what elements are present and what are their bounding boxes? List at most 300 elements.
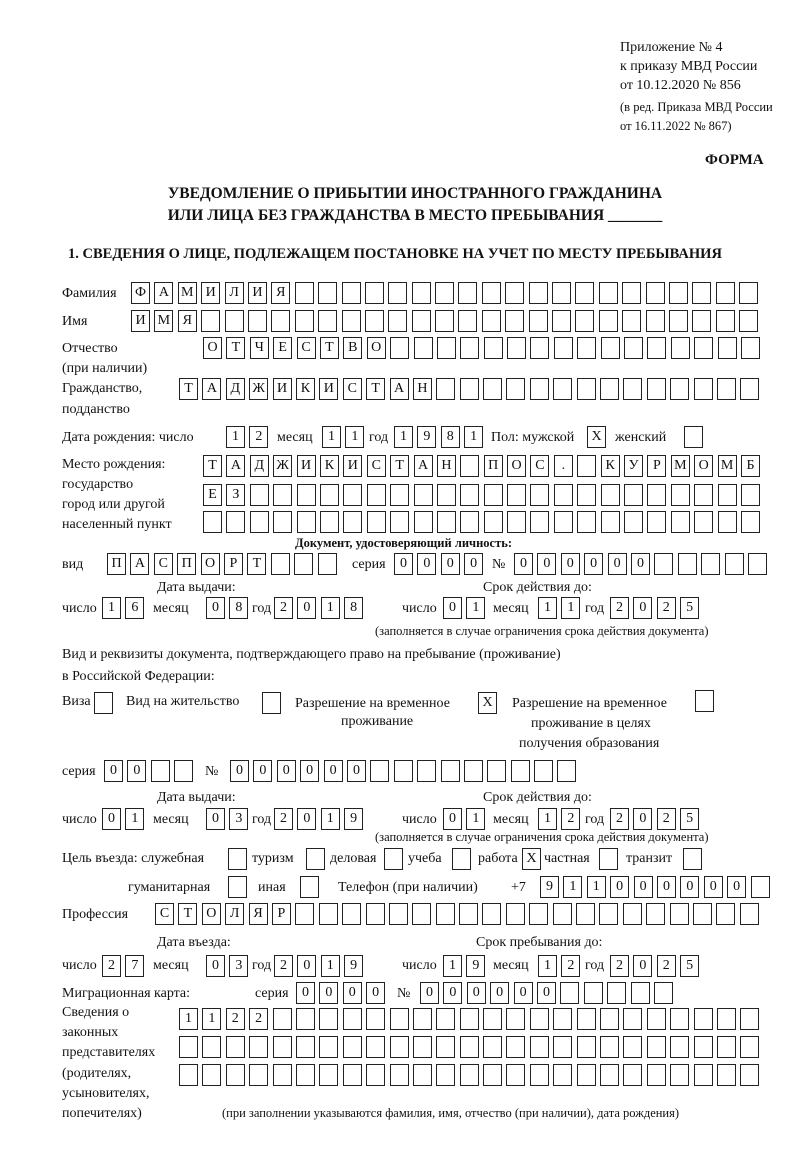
char-cell[interactable]: Ч bbox=[250, 337, 269, 359]
char-cell[interactable] bbox=[458, 310, 477, 332]
char-cell[interactable]: 9 bbox=[466, 955, 485, 977]
purpose-other-checkbox[interactable] bbox=[300, 876, 319, 898]
char-cell[interactable]: Р bbox=[647, 455, 666, 477]
until-year-cells[interactable] bbox=[610, 955, 704, 977]
char-cell[interactable]: 0 bbox=[443, 982, 462, 1004]
char-cell[interactable]: Ж bbox=[249, 378, 268, 400]
char-cell[interactable] bbox=[553, 1036, 572, 1058]
char-cell[interactable] bbox=[484, 511, 503, 533]
char-cell[interactable] bbox=[529, 903, 548, 925]
char-cell[interactable]: . bbox=[554, 455, 573, 477]
char-cell[interactable] bbox=[694, 484, 713, 506]
char-cell[interactable]: Ф bbox=[131, 282, 150, 304]
char-cell[interactable] bbox=[575, 282, 594, 304]
char-cell[interactable] bbox=[654, 982, 673, 1004]
char-cell[interactable]: 7 bbox=[125, 955, 144, 977]
char-cell[interactable] bbox=[271, 310, 290, 332]
char-cell[interactable] bbox=[413, 1064, 432, 1086]
char-cell[interactable]: 0 bbox=[277, 760, 296, 782]
char-cell[interactable] bbox=[343, 1008, 362, 1030]
char-cell[interactable]: 9 bbox=[344, 808, 363, 830]
char-cell[interactable]: 1 bbox=[321, 597, 340, 619]
char-cell[interactable]: 9 bbox=[540, 876, 559, 898]
char-cell[interactable] bbox=[483, 378, 502, 400]
char-cell[interactable]: Т bbox=[226, 337, 245, 359]
char-cell[interactable] bbox=[505, 282, 524, 304]
char-cell[interactable] bbox=[414, 337, 433, 359]
char-cell[interactable]: А bbox=[154, 282, 173, 304]
id-valid-day-cells[interactable] bbox=[443, 597, 490, 619]
char-cell[interactable] bbox=[295, 310, 314, 332]
char-cell[interactable] bbox=[577, 1064, 596, 1086]
char-cell[interactable] bbox=[271, 553, 290, 575]
char-cell[interactable] bbox=[460, 484, 479, 506]
char-cell[interactable] bbox=[482, 903, 501, 925]
char-cell[interactable] bbox=[273, 1036, 292, 1058]
char-cell[interactable] bbox=[414, 484, 433, 506]
char-cell[interactable] bbox=[202, 1036, 221, 1058]
char-cell[interactable]: 0 bbox=[127, 760, 146, 782]
char-cell[interactable] bbox=[600, 1064, 619, 1086]
char-cell[interactable] bbox=[365, 310, 384, 332]
char-cell[interactable] bbox=[623, 1064, 642, 1086]
char-cell[interactable]: Б bbox=[741, 455, 760, 477]
char-cell[interactable]: 0 bbox=[343, 982, 362, 1004]
char-cell[interactable]: М bbox=[178, 282, 197, 304]
char-cell[interactable]: 0 bbox=[561, 553, 580, 575]
char-cell[interactable] bbox=[226, 1036, 245, 1058]
char-cell[interactable]: 0 bbox=[610, 876, 629, 898]
char-cell[interactable]: Е bbox=[273, 337, 292, 359]
char-cell[interactable]: 0 bbox=[464, 553, 483, 575]
char-cell[interactable] bbox=[506, 1036, 525, 1058]
char-cell[interactable]: О bbox=[202, 903, 221, 925]
char-cell[interactable]: 1 bbox=[443, 955, 462, 977]
char-cell[interactable]: 2 bbox=[610, 808, 629, 830]
char-cell[interactable]: 0 bbox=[297, 955, 316, 977]
migration-series-cells[interactable] bbox=[296, 982, 390, 1004]
char-cell[interactable]: 1 bbox=[345, 426, 364, 448]
char-cell[interactable] bbox=[623, 903, 642, 925]
entry-month-cells[interactable] bbox=[206, 955, 253, 977]
char-cell[interactable]: 2 bbox=[102, 955, 121, 977]
char-cell[interactable]: И bbox=[201, 282, 220, 304]
char-cell[interactable] bbox=[552, 282, 571, 304]
char-cell[interactable] bbox=[296, 1008, 315, 1030]
char-cell[interactable] bbox=[694, 1064, 713, 1086]
char-cell[interactable]: У bbox=[624, 455, 643, 477]
char-cell[interactable]: 0 bbox=[633, 808, 652, 830]
char-cell[interactable]: 0 bbox=[467, 982, 486, 1004]
surname-cells[interactable] bbox=[131, 282, 763, 304]
entry-day-cells[interactable] bbox=[102, 955, 149, 977]
char-cell[interactable] bbox=[530, 1036, 549, 1058]
char-cell[interactable]: Н bbox=[437, 455, 456, 477]
char-cell[interactable]: 0 bbox=[206, 955, 225, 977]
char-cell[interactable] bbox=[599, 282, 618, 304]
char-cell[interactable] bbox=[458, 282, 477, 304]
char-cell[interactable]: К bbox=[296, 378, 315, 400]
purpose-official-checkbox[interactable] bbox=[228, 848, 247, 870]
char-cell[interactable]: 1 bbox=[202, 1008, 221, 1030]
char-cell[interactable] bbox=[669, 310, 688, 332]
char-cell[interactable] bbox=[577, 1008, 596, 1030]
char-cell[interactable] bbox=[577, 378, 596, 400]
char-cell[interactable]: М bbox=[718, 455, 737, 477]
char-cell[interactable] bbox=[249, 1036, 268, 1058]
purpose-humanitarian-checkbox[interactable] bbox=[228, 876, 247, 898]
char-cell[interactable] bbox=[575, 310, 594, 332]
birth-year-cells[interactable] bbox=[394, 426, 488, 448]
purpose-work-checkbox[interactable]: X bbox=[522, 848, 541, 870]
char-cell[interactable] bbox=[530, 511, 549, 533]
char-cell[interactable] bbox=[557, 760, 576, 782]
id-valid-month-cells[interactable] bbox=[538, 597, 585, 619]
char-cell[interactable] bbox=[366, 1064, 385, 1086]
birth-day-cells[interactable] bbox=[226, 426, 273, 448]
char-cell[interactable] bbox=[435, 282, 454, 304]
char-cell[interactable] bbox=[441, 760, 460, 782]
char-cell[interactable]: Я bbox=[249, 903, 268, 925]
char-cell[interactable] bbox=[483, 1008, 502, 1030]
char-cell[interactable] bbox=[248, 310, 267, 332]
char-cell[interactable] bbox=[718, 511, 737, 533]
purpose-study-checkbox[interactable] bbox=[452, 848, 471, 870]
char-cell[interactable] bbox=[484, 484, 503, 506]
birthplace-cells-2[interactable] bbox=[203, 484, 764, 506]
char-cell[interactable]: И bbox=[319, 378, 338, 400]
birthplace-cells-3[interactable] bbox=[203, 511, 764, 533]
temp-permit-checkbox[interactable]: X bbox=[478, 692, 497, 714]
char-cell[interactable]: 0 bbox=[633, 955, 652, 977]
char-cell[interactable]: 2 bbox=[249, 1008, 268, 1030]
purpose-tourism-checkbox[interactable] bbox=[306, 848, 325, 870]
visa-checkbox[interactable] bbox=[94, 692, 113, 714]
char-cell[interactable] bbox=[740, 378, 759, 400]
char-cell[interactable]: Т bbox=[179, 378, 198, 400]
char-cell[interactable]: 0 bbox=[253, 760, 272, 782]
char-cell[interactable]: Л bbox=[225, 903, 244, 925]
patronymic-cells[interactable] bbox=[203, 337, 764, 359]
char-cell[interactable] bbox=[716, 310, 735, 332]
char-cell[interactable] bbox=[701, 553, 720, 575]
char-cell[interactable] bbox=[151, 760, 170, 782]
char-cell[interactable] bbox=[584, 982, 603, 1004]
char-cell[interactable] bbox=[717, 1036, 736, 1058]
char-cell[interactable] bbox=[553, 903, 572, 925]
char-cell[interactable] bbox=[601, 337, 620, 359]
char-cell[interactable]: 0 bbox=[417, 553, 436, 575]
char-cell[interactable]: 2 bbox=[561, 955, 580, 977]
char-cell[interactable] bbox=[631, 982, 650, 1004]
char-cell[interactable] bbox=[436, 903, 455, 925]
char-cell[interactable]: 0 bbox=[514, 982, 533, 1004]
char-cell[interactable] bbox=[390, 484, 409, 506]
reps-cells-1[interactable] bbox=[179, 1008, 764, 1030]
char-cell[interactable]: 1 bbox=[538, 597, 557, 619]
char-cell[interactable]: 0 bbox=[633, 597, 652, 619]
char-cell[interactable]: 0 bbox=[631, 553, 650, 575]
char-cell[interactable] bbox=[671, 337, 690, 359]
char-cell[interactable] bbox=[530, 337, 549, 359]
char-cell[interactable]: Д bbox=[250, 455, 269, 477]
stay-number-cells[interactable] bbox=[230, 760, 581, 782]
char-cell[interactable] bbox=[319, 1064, 338, 1086]
char-cell[interactable] bbox=[553, 1008, 572, 1030]
char-cell[interactable] bbox=[296, 1036, 315, 1058]
char-cell[interactable] bbox=[624, 511, 643, 533]
char-cell[interactable] bbox=[388, 310, 407, 332]
char-cell[interactable]: 1 bbox=[394, 426, 413, 448]
char-cell[interactable] bbox=[529, 282, 548, 304]
char-cell[interactable]: С bbox=[530, 455, 549, 477]
char-cell[interactable] bbox=[460, 378, 479, 400]
char-cell[interactable] bbox=[577, 511, 596, 533]
char-cell[interactable]: А bbox=[130, 553, 149, 575]
id-issue-month-cells[interactable] bbox=[206, 597, 253, 619]
char-cell[interactable] bbox=[718, 484, 737, 506]
char-cell[interactable]: Н bbox=[413, 378, 432, 400]
id-kind-cells[interactable] bbox=[107, 553, 341, 575]
char-cell[interactable] bbox=[600, 1008, 619, 1030]
char-cell[interactable]: М bbox=[154, 310, 173, 332]
char-cell[interactable] bbox=[343, 484, 362, 506]
char-cell[interactable]: С bbox=[154, 553, 173, 575]
char-cell[interactable]: К bbox=[320, 455, 339, 477]
char-cell[interactable] bbox=[622, 282, 641, 304]
char-cell[interactable]: 5 bbox=[680, 597, 699, 619]
char-cell[interactable]: 2 bbox=[610, 955, 629, 977]
char-cell[interactable] bbox=[343, 1036, 362, 1058]
char-cell[interactable] bbox=[318, 310, 337, 332]
char-cell[interactable]: 0 bbox=[206, 808, 225, 830]
purpose-private-checkbox[interactable] bbox=[599, 848, 618, 870]
char-cell[interactable] bbox=[297, 511, 316, 533]
char-cell[interactable] bbox=[389, 903, 408, 925]
char-cell[interactable] bbox=[436, 1036, 455, 1058]
char-cell[interactable] bbox=[273, 511, 292, 533]
char-cell[interactable] bbox=[437, 484, 456, 506]
char-cell[interactable]: 2 bbox=[657, 597, 676, 619]
char-cell[interactable] bbox=[624, 484, 643, 506]
char-cell[interactable] bbox=[552, 310, 571, 332]
char-cell[interactable] bbox=[553, 1064, 572, 1086]
char-cell[interactable]: 1 bbox=[321, 808, 340, 830]
char-cell[interactable]: И bbox=[248, 282, 267, 304]
char-cell[interactable] bbox=[553, 378, 572, 400]
char-cell[interactable]: М bbox=[671, 455, 690, 477]
char-cell[interactable]: 8 bbox=[229, 597, 248, 619]
id-issue-year-cells[interactable] bbox=[274, 597, 368, 619]
char-cell[interactable]: З bbox=[226, 484, 245, 506]
char-cell[interactable] bbox=[530, 484, 549, 506]
char-cell[interactable]: А bbox=[414, 455, 433, 477]
stay-valid-day-cells[interactable] bbox=[443, 808, 490, 830]
char-cell[interactable]: Р bbox=[272, 903, 291, 925]
char-cell[interactable]: П bbox=[484, 455, 503, 477]
char-cell[interactable] bbox=[342, 903, 361, 925]
char-cell[interactable] bbox=[694, 1036, 713, 1058]
char-cell[interactable]: 1 bbox=[102, 597, 121, 619]
char-cell[interactable] bbox=[530, 378, 549, 400]
char-cell[interactable] bbox=[437, 511, 456, 533]
sex-female-checkbox[interactable] bbox=[684, 426, 703, 448]
id-valid-year-cells[interactable] bbox=[610, 597, 704, 619]
char-cell[interactable] bbox=[390, 337, 409, 359]
char-cell[interactable] bbox=[646, 903, 665, 925]
char-cell[interactable] bbox=[511, 760, 530, 782]
char-cell[interactable] bbox=[294, 553, 313, 575]
char-cell[interactable] bbox=[343, 511, 362, 533]
char-cell[interactable] bbox=[623, 1008, 642, 1030]
char-cell[interactable]: И bbox=[131, 310, 150, 332]
char-cell[interactable]: 0 bbox=[366, 982, 385, 1004]
char-cell[interactable] bbox=[273, 1064, 292, 1086]
char-cell[interactable] bbox=[343, 1064, 362, 1086]
char-cell[interactable] bbox=[388, 282, 407, 304]
char-cell[interactable] bbox=[319, 1036, 338, 1058]
char-cell[interactable] bbox=[671, 484, 690, 506]
char-cell[interactable]: 0 bbox=[319, 982, 338, 1004]
edu-permit-checkbox[interactable] bbox=[695, 690, 714, 712]
char-cell[interactable] bbox=[487, 760, 506, 782]
char-cell[interactable] bbox=[250, 484, 269, 506]
birthplace-cells-1[interactable] bbox=[203, 455, 764, 477]
birth-month-cells[interactable] bbox=[322, 426, 369, 448]
char-cell[interactable] bbox=[412, 310, 431, 332]
char-cell[interactable]: П bbox=[177, 553, 196, 575]
char-cell[interactable] bbox=[694, 337, 713, 359]
char-cell[interactable]: О bbox=[201, 553, 220, 575]
char-cell[interactable] bbox=[647, 378, 666, 400]
char-cell[interactable] bbox=[318, 553, 337, 575]
char-cell[interactable] bbox=[739, 282, 758, 304]
char-cell[interactable] bbox=[460, 337, 479, 359]
char-cell[interactable] bbox=[670, 1064, 689, 1086]
char-cell[interactable]: Т bbox=[366, 378, 385, 400]
char-cell[interactable] bbox=[414, 511, 433, 533]
char-cell[interactable] bbox=[670, 1008, 689, 1030]
char-cell[interactable] bbox=[646, 310, 665, 332]
char-cell[interactable] bbox=[529, 310, 548, 332]
char-cell[interactable]: Т bbox=[320, 337, 339, 359]
char-cell[interactable]: 5 bbox=[680, 955, 699, 977]
char-cell[interactable] bbox=[483, 1064, 502, 1086]
char-cell[interactable]: 2 bbox=[657, 808, 676, 830]
char-cell[interactable]: 6 bbox=[125, 597, 144, 619]
char-cell[interactable]: Т bbox=[178, 903, 197, 925]
char-cell[interactable]: С bbox=[155, 903, 174, 925]
char-cell[interactable]: Т bbox=[203, 455, 222, 477]
char-cell[interactable] bbox=[320, 511, 339, 533]
char-cell[interactable]: 1 bbox=[321, 955, 340, 977]
char-cell[interactable] bbox=[554, 484, 573, 506]
char-cell[interactable] bbox=[413, 1008, 432, 1030]
char-cell[interactable] bbox=[678, 553, 697, 575]
char-cell[interactable] bbox=[366, 1036, 385, 1058]
char-cell[interactable]: 0 bbox=[680, 876, 699, 898]
char-cell[interactable]: 0 bbox=[443, 597, 462, 619]
char-cell[interactable] bbox=[203, 511, 222, 533]
char-cell[interactable] bbox=[226, 1064, 245, 1086]
residence-checkbox[interactable] bbox=[262, 692, 281, 714]
char-cell[interactable]: 0 bbox=[584, 553, 603, 575]
char-cell[interactable]: 0 bbox=[297, 808, 316, 830]
char-cell[interactable]: 0 bbox=[537, 982, 556, 1004]
char-cell[interactable] bbox=[506, 1064, 525, 1086]
char-cell[interactable] bbox=[751, 876, 770, 898]
char-cell[interactable]: 0 bbox=[102, 808, 121, 830]
char-cell[interactable] bbox=[740, 1036, 759, 1058]
char-cell[interactable] bbox=[717, 1008, 736, 1030]
char-cell[interactable]: 1 bbox=[179, 1008, 198, 1030]
char-cell[interactable]: О bbox=[694, 455, 713, 477]
char-cell[interactable] bbox=[295, 282, 314, 304]
char-cell[interactable] bbox=[390, 1008, 409, 1030]
char-cell[interactable] bbox=[390, 1036, 409, 1058]
char-cell[interactable] bbox=[319, 903, 338, 925]
char-cell[interactable] bbox=[600, 1036, 619, 1058]
char-cell[interactable] bbox=[174, 760, 193, 782]
char-cell[interactable]: 2 bbox=[226, 1008, 245, 1030]
char-cell[interactable] bbox=[482, 310, 501, 332]
char-cell[interactable] bbox=[295, 903, 314, 925]
char-cell[interactable] bbox=[669, 282, 688, 304]
char-cell[interactable] bbox=[417, 760, 436, 782]
char-cell[interactable] bbox=[741, 484, 760, 506]
char-cell[interactable] bbox=[505, 310, 524, 332]
char-cell[interactable]: 0 bbox=[514, 553, 533, 575]
char-cell[interactable] bbox=[601, 511, 620, 533]
char-cell[interactable] bbox=[506, 378, 525, 400]
char-cell[interactable]: 0 bbox=[104, 760, 123, 782]
char-cell[interactable] bbox=[320, 484, 339, 506]
char-cell[interactable]: 3 bbox=[229, 808, 248, 830]
char-cell[interactable] bbox=[436, 1008, 455, 1030]
char-cell[interactable] bbox=[599, 903, 618, 925]
char-cell[interactable] bbox=[622, 310, 641, 332]
char-cell[interactable]: 0 bbox=[634, 876, 653, 898]
char-cell[interactable]: 0 bbox=[324, 760, 343, 782]
char-cell[interactable]: С bbox=[367, 455, 386, 477]
char-cell[interactable] bbox=[748, 553, 767, 575]
char-cell[interactable] bbox=[741, 511, 760, 533]
char-cell[interactable] bbox=[390, 1064, 409, 1086]
char-cell[interactable]: 0 bbox=[657, 876, 676, 898]
char-cell[interactable]: 0 bbox=[441, 553, 460, 575]
id-issue-day-cells[interactable] bbox=[102, 597, 149, 619]
char-cell[interactable] bbox=[464, 760, 483, 782]
char-cell[interactable]: И bbox=[343, 455, 362, 477]
char-cell[interactable] bbox=[692, 282, 711, 304]
char-cell[interactable] bbox=[460, 1036, 479, 1058]
char-cell[interactable] bbox=[716, 903, 735, 925]
char-cell[interactable]: 0 bbox=[420, 982, 439, 1004]
sex-male-checkbox[interactable]: X bbox=[587, 426, 606, 448]
char-cell[interactable]: 0 bbox=[296, 982, 315, 1004]
char-cell[interactable]: Я bbox=[271, 282, 290, 304]
char-cell[interactable] bbox=[412, 903, 431, 925]
char-cell[interactable] bbox=[718, 337, 737, 359]
char-cell[interactable] bbox=[741, 337, 760, 359]
char-cell[interactable] bbox=[740, 903, 759, 925]
char-cell[interactable] bbox=[366, 903, 385, 925]
char-cell[interactable] bbox=[225, 310, 244, 332]
char-cell[interactable] bbox=[394, 760, 413, 782]
char-cell[interactable] bbox=[412, 282, 431, 304]
citizenship-cells[interactable] bbox=[179, 378, 764, 400]
char-cell[interactable]: 1 bbox=[226, 426, 245, 448]
